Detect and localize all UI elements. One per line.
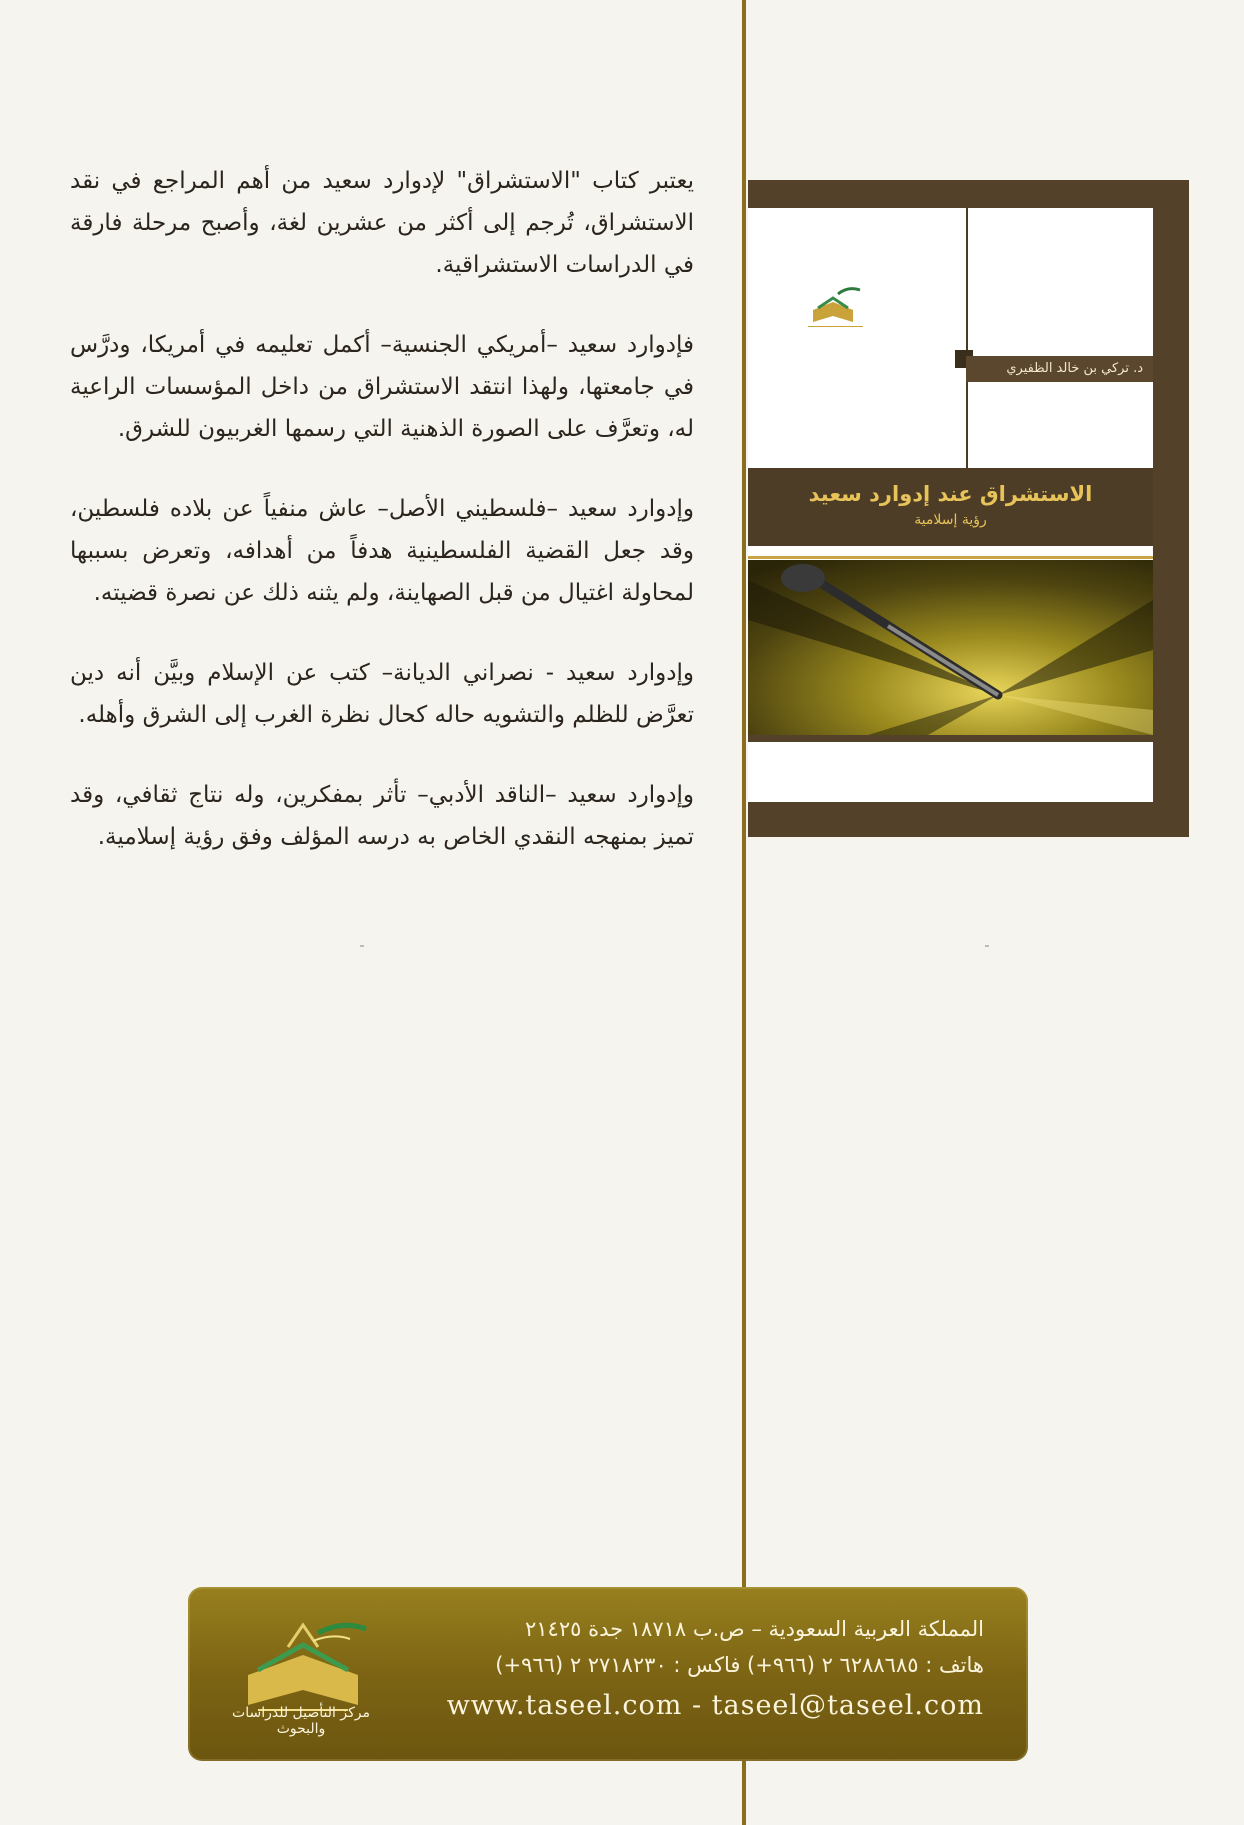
footer-web[interactable]: www.taseel.com - taseel@taseel.com xyxy=(446,1690,984,1721)
speck xyxy=(360,945,364,947)
cover-subtitle: رؤية إسلامية xyxy=(914,512,987,528)
cover-title-zone xyxy=(748,468,1153,546)
paragraph-5: وإدوارد سعيد –الناقد الأدبي– تأثر بمفكرين، وله نتاج ثقافي، وقد تميز بمنهجه النقدي الخاص به درسه المؤلف وفق رؤية إسلامية. xyxy=(70,782,694,850)
paragraph-4: وإدوارد سعيد - نصراني الديانة– كتب عن الإسلام وبيَّن أنه دين تعرَّض للظلم والتشويه حاله كحال نظرة الغرب إلى الشرق وأهله. xyxy=(70,660,694,728)
cover-gold-line xyxy=(748,556,1153,559)
paragraph-1: يعتبر كتاب "الاستشراق" لإدوارد سعيد من أهم المراجع في نقد الاستشراق، تُرجم إلى أكثر من عشرين لغة، وأصبح مرحلة فارقة في الدراسات الاستشراقية. xyxy=(70,168,694,278)
dart-target-image xyxy=(748,560,1153,735)
back-cover-text xyxy=(70,160,694,896)
speck xyxy=(985,945,989,947)
cover-author: د. تركي بن خالد الظفيري xyxy=(966,356,1153,382)
book-cover-thumbnail xyxy=(748,180,1189,837)
publisher-name: مركز التأصيل للدراسات والبحوث xyxy=(232,1705,370,1737)
cover-logo-icon xyxy=(778,250,908,360)
vertical-divider xyxy=(742,0,746,1825)
paragraph-2: فإدوارد سعيد –أمريكي الجنسية– أكمل تعليمه في أمريكا، ودرَّس في جامعتها، ولهذا انتقد الاستشراق من داخل المؤسسات الراعية له، وتعرَّف على الصورة الذهنية التي رسمها الغربيون للشرق. xyxy=(70,332,694,442)
footer-contact xyxy=(424,1611,984,1729)
cover-bottom-white xyxy=(748,742,1153,802)
cover-title: الاستشراق عند إدوارد سعيد xyxy=(808,482,1093,506)
publisher-footer xyxy=(188,1587,1028,1761)
footer-address: المملكة العربية السعودية – ص.ب ١٨٧١٨ جدة ٢١٤٢٥ xyxy=(525,1617,984,1641)
paragraph-3: وإدوارد سعيد –فلسطيني الأصل– عاش منفياً عن بلاده فلسطين، وقد جعل القضية الفلسطينية هدفاً من أهدافه، وتعرض بسببها لمحاولة اغتيال من قبل الصهاينة، ولم يثنه ذلك عن نصرة قضيته. xyxy=(70,496,694,606)
footer-phone: هاتف : ٦٢٨٨٦٨٥ ٢ (٩٦٦+) فاكس : ٢٧١٨٢٣٠ ٢ (٩٦٦+) xyxy=(495,1653,984,1677)
